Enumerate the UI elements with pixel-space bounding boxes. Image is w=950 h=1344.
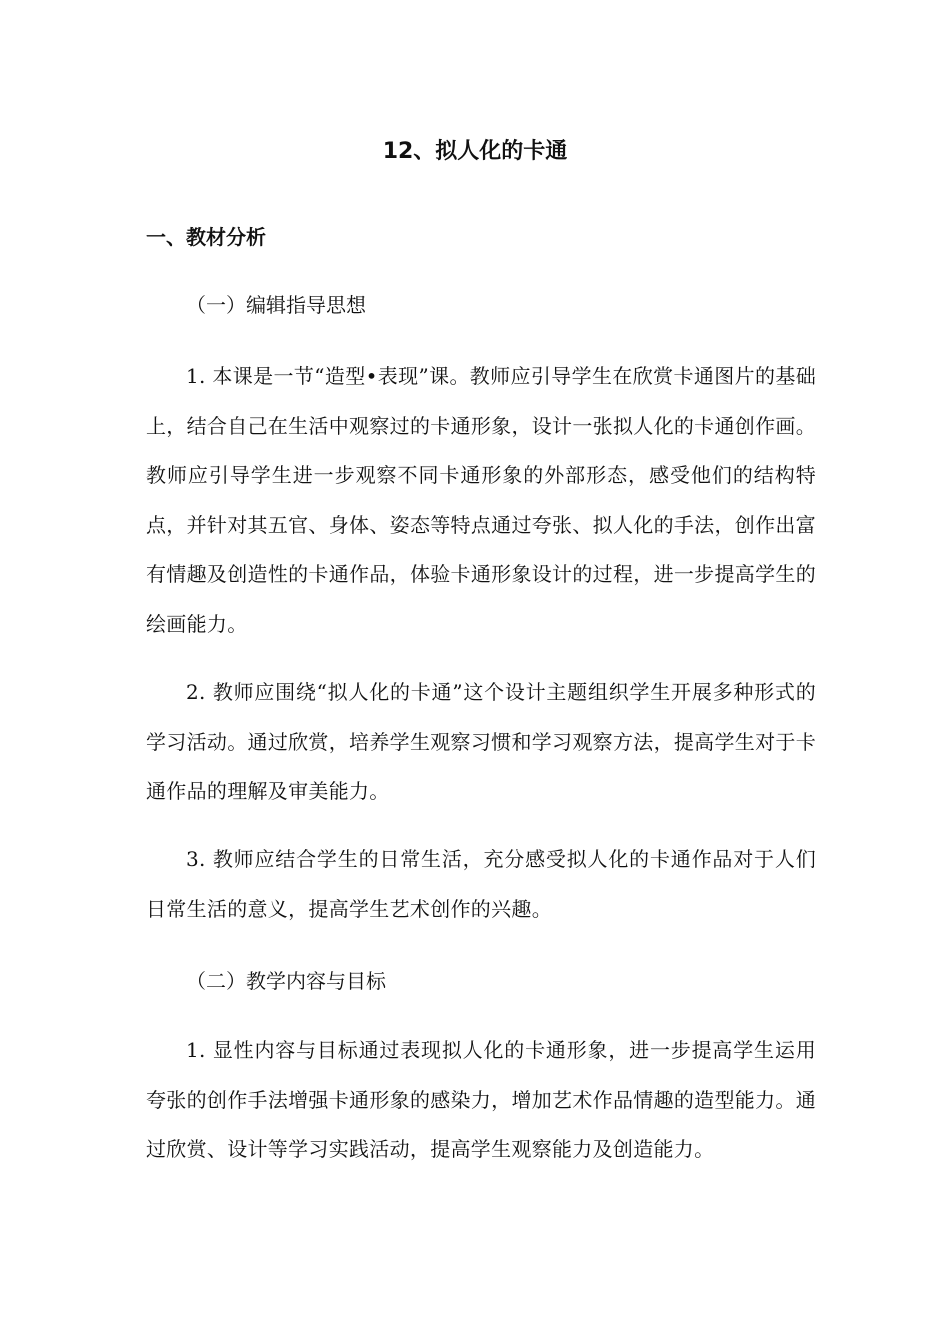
paragraph-2: 2. 教师应围绕“拟人化的卡通”这个设计主题组织学生开展多种形式的学习活动。通过欣赏，培养学生观察习惯和学习观察方法，提高学生对于卡通作品的理解及审美能力。	[146, 680, 816, 803]
subheading-teaching-content-goals: （二）教学内容与目标	[186, 969, 386, 993]
paragraph-3: 3. 教师应结合学生的日常生活，充分感受拟人化的卡通作品对于人们日常生活的意义，提高学生艺术创作的兴趣。	[146, 847, 816, 921]
subheading-editorial-guidance: （一）编辑指导思想	[186, 293, 366, 317]
document-title: 12、拟人化的卡通	[382, 139, 568, 164]
paragraph-4: 1. 显性内容与目标通过表现拟人化的卡通形象，进一步提高学生运用夸张的创作手法增强卡通形象的感染力，增加艺术作品情趣的造型能力。通过欣赏、设计等学习实践活动，提高学生观察能力及创造能力。	[146, 1038, 816, 1161]
section-heading-textbook-analysis: 一、教材分析	[146, 225, 266, 249]
paragraph-1: 1. 本课是一节“造型•表现”课。教师应引导学生在欣赏卡通图片的基础上，结合自己在生活中观察过的卡通形象，设计一张拟人化的卡通创作画。教师应引导学生进一步观察不同卡通形象的外部形态，感受他们的结构特点，并针对其五官、身体、姿态等特点通过夸张、拟人化的手法，创作出富有情趣及创造性的卡通作品，体验卡通形象设计的过程，进一步提高学生的绘画能力。	[146, 364, 816, 636]
